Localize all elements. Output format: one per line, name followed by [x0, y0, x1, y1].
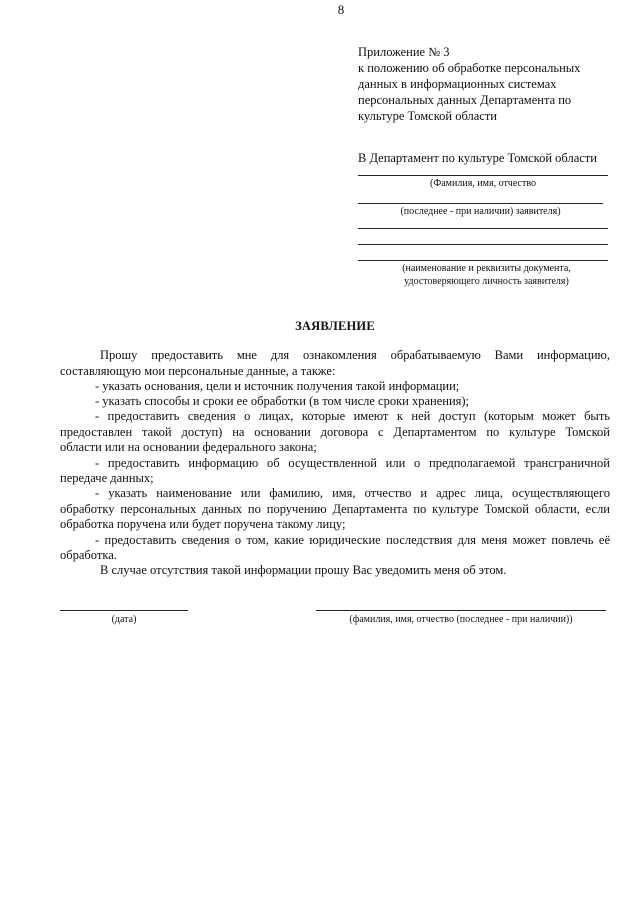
body-line: обработка.	[60, 548, 117, 562]
closing-paragraph: В случае отсутствия такой информации прошу Вас уведомить меня об этом.	[100, 563, 507, 577]
applicant-name-caption: (Фамилия, имя, отчество	[430, 178, 536, 189]
applicant-patronymic-caption: (последнее - при наличии) заявителя)	[400, 206, 561, 217]
list-item: - предоставить сведения о лицах, которые имеют к ней доступ (которым может быть	[95, 409, 610, 423]
list-item: - предоставить сведения о том, какие юридические последствия для меня может повлечь её	[95, 533, 610, 547]
appendix-line: Приложение № 3	[358, 45, 450, 59]
date-caption: (дата)	[111, 614, 137, 625]
appendix-header	[358, 44, 628, 124]
appendix-line: данных в информационных системах	[358, 77, 557, 91]
appendix-line: культуре Томской области	[358, 109, 497, 123]
document-rule-3	[358, 260, 608, 261]
body-line: предоставлен такой доступ) на основании договора с Департаментом по культуре Томской	[60, 425, 610, 439]
body-line: передаче данных;	[60, 471, 154, 485]
body-line: обработку персональных данных по поручению Департамента по культуре Томской области, если	[60, 502, 610, 516]
name-caption: (фамилия, имя, отчество (последнее - при наличии))	[349, 614, 573, 625]
list-item: - указать основания, цели и источник получения такой информации;	[95, 379, 460, 393]
document-title: ЗАЯВЛЕНИЕ	[295, 319, 375, 333]
date-rule	[60, 610, 188, 611]
appendix-line: персональных данных Департамента по	[358, 93, 572, 107]
document-caption-line-1: (наименование и реквизиты документа,	[402, 263, 571, 274]
document-rule-2	[358, 244, 608, 245]
name-rule	[316, 610, 606, 611]
body-line: обработка поручена или будет поручена такому лицу;	[60, 517, 346, 531]
list-item: - указать наименование или фамилию, имя, отчество и адрес лица, осуществляющего	[95, 486, 610, 500]
applicant-patronymic-rule	[358, 203, 603, 204]
list-item: - указать способы и сроки ее обработки (в том числе сроки хранения);	[95, 394, 470, 408]
applicant-name-rule	[358, 175, 608, 176]
body-line: области или на основании федерального закона;	[60, 440, 317, 454]
addressee-line: В Департамент по культуре Томской области	[358, 151, 597, 165]
body-line: составляющую мои персональные данные, а также:	[60, 364, 336, 378]
appendix-line: к положению об обработке персональных	[358, 61, 581, 75]
page-number: 8	[337, 2, 345, 17]
body-line: Прошу предоставить мне для ознакомления обрабатываемую Вами информацию,	[100, 348, 610, 362]
list-item: - предоставить информацию об осуществленной или о предполагаемой трансграничной	[95, 456, 610, 470]
document-caption-line-2: удостоверяющего личность заявителя)	[404, 276, 569, 287]
document-rule-1	[358, 228, 608, 229]
